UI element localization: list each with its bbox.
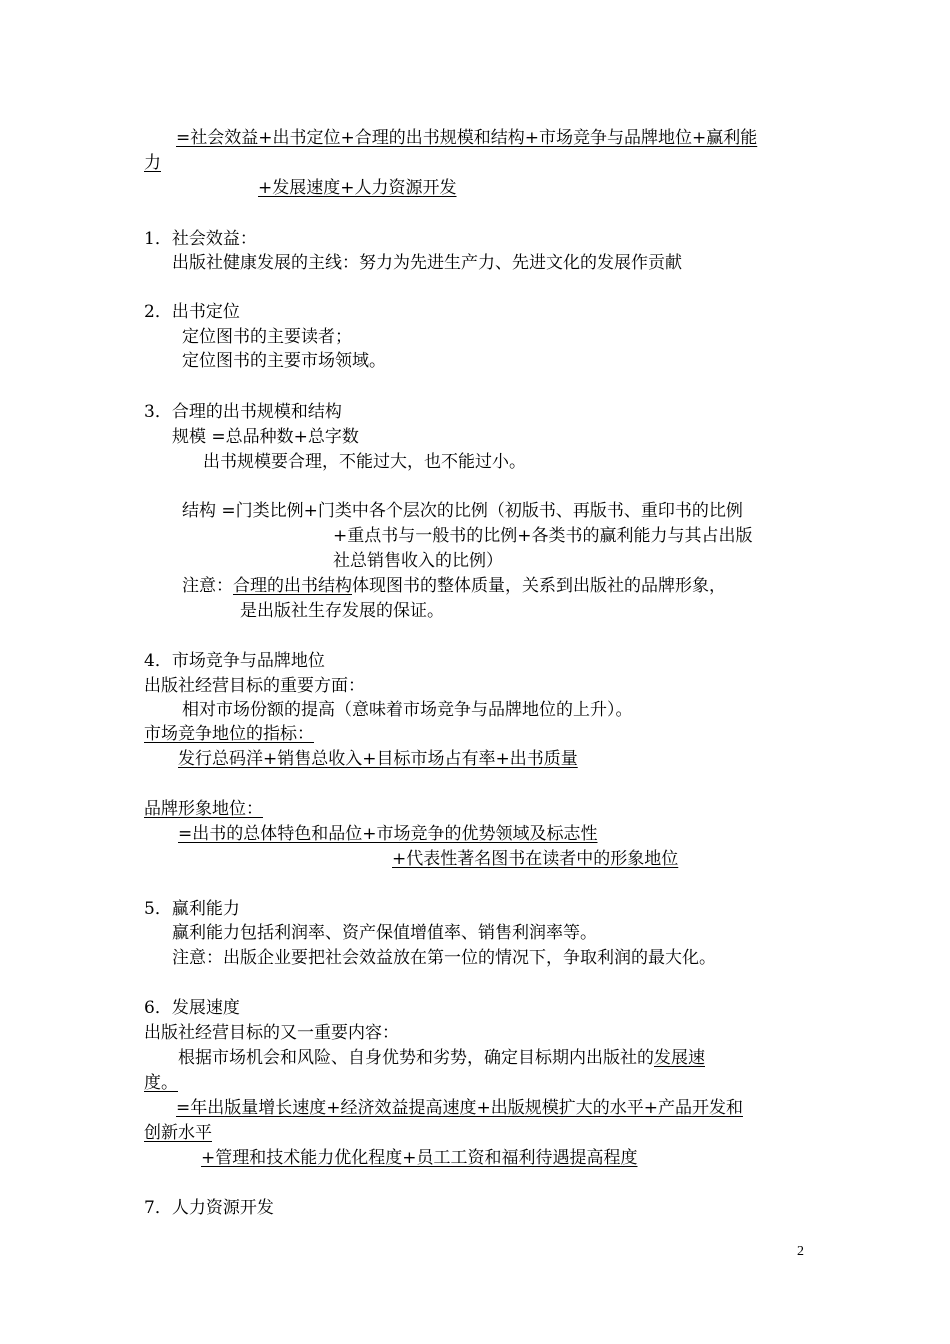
- section-4-brand-formula-2: +代表性著名图书在读者中的形象地位: [392, 849, 679, 869]
- note-underlined-term: 合理的出书结构: [233, 576, 352, 596]
- formula-line-3: +发展速度+人力资源开发: [258, 178, 457, 198]
- section-6-body-2: 度。: [144, 1073, 178, 1093]
- section-7-heading: 7．人力资源开发: [144, 1198, 274, 1218]
- section-3-structure-2: +重点书与一般书的比例+各类书的赢利能力与其占出版: [333, 526, 753, 546]
- section-4-heading: 4．市场竞争与品牌地位: [144, 651, 325, 671]
- section-6-formula-1: =年出版量增长速度+经济效益提高速度+出版规模扩大的水平+产品开发和: [176, 1098, 743, 1118]
- note-label: 注意：: [182, 576, 233, 596]
- section-4-brand-formula-1: =出书的总体特色和品位+市场竞争的优势领域及标志性: [178, 824, 598, 844]
- section-1-heading: 1．社会效益：: [144, 229, 257, 249]
- section-6-formula-3: +管理和技术能力优化程度+员工工资和福利待遇提高程度: [201, 1148, 638, 1168]
- section-2-item-2: 定位图书的主要市场领域。: [182, 351, 386, 371]
- section-4-share: 相对市场份额的提高（意味着市场竞争与品牌地位的上升）。: [182, 700, 633, 720]
- section-6-heading: 6．发展速度: [144, 998, 240, 1018]
- section-3-note: [182, 575, 726, 597]
- section-4-intro: 出版社经营目标的重要方面：: [144, 676, 365, 696]
- section-5-heading: 5．赢利能力: [144, 899, 240, 919]
- section-2-item-1: 定位图书的主要读者；: [182, 327, 352, 347]
- formula-line-1: =社会效益+出书定位+合理的出书规模和结构+市场竞争与品牌地位+赢利能: [176, 128, 758, 148]
- note-text: 体现图书的整体质量，关系到出版社的品牌形象，: [352, 576, 726, 596]
- section-5-body: 赢利能力包括利润率、资产保值增值率、销售利润率等。: [172, 923, 597, 943]
- section-3-scale-note: 出书规模要合理，不能过大，也不能过小。: [203, 452, 526, 472]
- section-6-formula-2: 创新水平: [144, 1123, 212, 1143]
- section-3-structure-1: 结构 =门类比例+门类中各个层次的比例（初版书、再版书、重印书的比例: [182, 501, 743, 521]
- page-number: 2: [797, 1244, 804, 1259]
- section-4-indicator-label: 市场竞争地位的指标：: [144, 724, 314, 744]
- section-6-body-1: [178, 1047, 705, 1069]
- section-6-intro: 出版社经营目标的又一重要内容：: [144, 1023, 399, 1043]
- section-5-note: 注意：出版企业要把社会效益放在第一位的情况下，争取利润的最大化。: [172, 948, 716, 968]
- section-2-heading: 2．出书定位: [144, 302, 240, 322]
- section-3-note-line-2: 是出版社生存发展的保证。: [240, 601, 444, 621]
- section-1-body: 出版社健康发展的主线：努力为先进生产力、先进文化的发展作贡献: [172, 253, 682, 273]
- formula-line-2: 力: [144, 153, 161, 173]
- body-underlined-text: 发展速: [654, 1048, 705, 1068]
- section-3-heading: 3．合理的出书规模和结构: [144, 402, 342, 422]
- section-4-indicator-formula: 发行总码洋+销售总收入+目标市场占有率+出书质量: [178, 749, 578, 769]
- section-3-scale: 规模 =总品种数+总字数: [172, 427, 359, 447]
- section-4-brand-label: 品牌形象地位：: [144, 799, 263, 819]
- section-3-structure-3: 社总销售收入的比例）: [333, 551, 503, 571]
- body-plain-text: 根据市场机会和风险、自身优势和劣势，确定目标期内出版社的: [178, 1048, 654, 1068]
